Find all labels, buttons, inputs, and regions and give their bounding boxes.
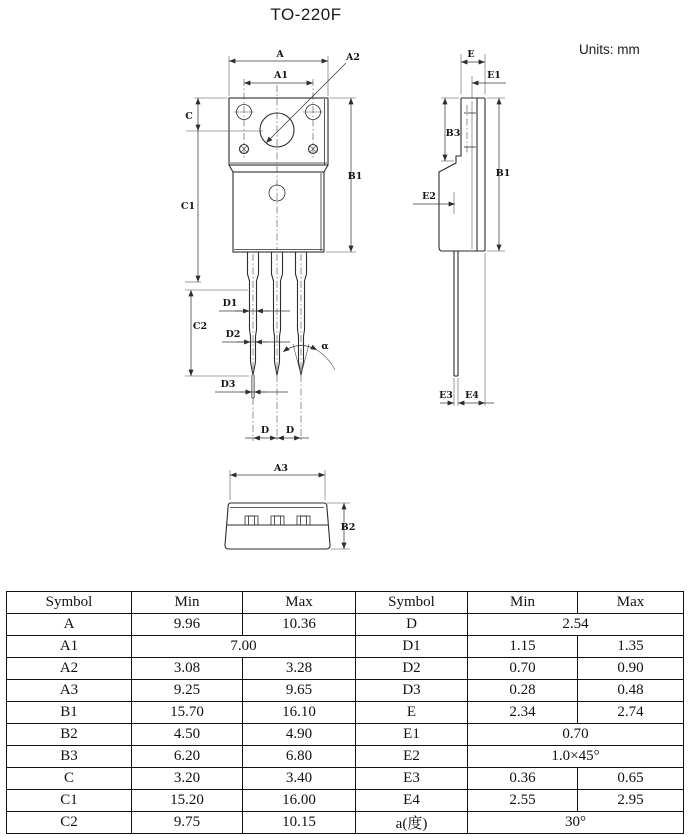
table-row (7, 636, 684, 658)
cell-symbol: E1 (356, 724, 468, 746)
dim-label-d-right: D (285, 425, 295, 436)
cell-symbol: E (356, 702, 468, 724)
cell-max: 3.40 (243, 768, 356, 790)
cell-max: 4.90 (243, 724, 356, 746)
cell-symbol: B3 (7, 746, 132, 768)
cell-max: 10.36 (243, 614, 356, 636)
pins (248, 252, 307, 441)
table-header-row (7, 592, 684, 614)
cell-min: 9.96 (132, 614, 243, 636)
cell-min: 9.25 (132, 680, 243, 702)
dim-label-b2: B2 (340, 522, 356, 533)
cell-max: 0.90 (578, 658, 684, 680)
header-min-right: Min (468, 592, 578, 614)
cell-min: 0.36 (468, 768, 578, 790)
table-row (7, 746, 684, 768)
units-label: Units: mm (579, 42, 640, 57)
dim-label-b1-side: B1 (495, 168, 511, 179)
dim-label-d1: D1 (222, 298, 238, 309)
cell-max: 16.00 (243, 790, 356, 812)
table-row (7, 812, 684, 834)
front-view (181, 49, 362, 441)
cell-symbol: E2 (356, 746, 468, 768)
cell-min: 2.34 (468, 702, 578, 724)
cell-symbol: D (356, 614, 468, 636)
table-row (7, 790, 684, 812)
dim-label-c1: C1 (180, 201, 196, 212)
bottom-view (225, 463, 355, 549)
cell-max: 10.15 (243, 812, 356, 834)
table-row (7, 614, 684, 636)
dim-label-a2: A2 (346, 52, 360, 63)
cell-min: 3.08 (132, 658, 243, 680)
dim-label-alpha: α (321, 341, 329, 352)
dim-label-b3: B3 (445, 128, 461, 139)
cell-symbol: A2 (7, 658, 132, 680)
table-row (7, 724, 684, 746)
cell-symbol: A (7, 614, 132, 636)
cell-min: 15.20 (132, 790, 243, 812)
cell-symbol: C1 (7, 790, 132, 812)
cell-max: 0.48 (578, 680, 684, 702)
side-view (413, 49, 510, 406)
cell-min: 0.70 (468, 658, 578, 680)
cell-min: 1.15 (468, 636, 578, 658)
header-max-left: Max (243, 592, 356, 614)
cell-min: 2.55 (468, 790, 578, 812)
table-row (7, 658, 684, 680)
table-row (7, 702, 684, 724)
dim-label-d3: D3 (220, 379, 236, 390)
header-symbol-right: Symbol (356, 592, 468, 614)
cell-symbol: E4 (356, 790, 468, 812)
dim-label-d-left: D (260, 425, 270, 436)
table-row (7, 680, 684, 702)
cell-symbol: A1 (7, 636, 132, 658)
pin-sections (245, 516, 310, 525)
cell-symbol: a(度) (356, 812, 468, 834)
dim-label-a1: A1 (274, 70, 288, 81)
dim-label-b1-front: B1 (347, 171, 363, 182)
cell-max: 9.65 (243, 680, 356, 702)
cell-min: 9.75 (132, 812, 243, 834)
cell-symbol: C2 (7, 812, 132, 834)
cell-symbol: D2 (356, 658, 468, 680)
cell-max: 2.95 (578, 790, 684, 812)
header-max-right: Max (578, 592, 684, 614)
dimensions-table (6, 591, 684, 834)
cell-merged-value: 1.0×45° (468, 746, 684, 768)
cell-symbol: A3 (7, 680, 132, 702)
cell-max: 1.35 (578, 636, 684, 658)
cell-max: 2.74 (578, 702, 684, 724)
header-min-left: Min (132, 592, 243, 614)
cell-merged-value: 30° (468, 812, 684, 834)
dim-label-c2: C2 (192, 321, 208, 332)
rivet-marks (240, 145, 318, 154)
cell-symbol: B1 (7, 702, 132, 724)
cell-symbol: D1 (356, 636, 468, 658)
header-symbol-left: Symbol (7, 592, 132, 614)
cell-merged-value: 0.70 (468, 724, 684, 746)
cell-max: 6.80 (243, 746, 356, 768)
cell-merged-value: 2.54 (468, 614, 684, 636)
dim-label-a: A (276, 49, 284, 60)
dim-label-e: E (467, 49, 475, 60)
cell-min: 0.28 (468, 680, 578, 702)
dim-label-e1: E1 (487, 70, 501, 81)
page-title: TO-220F (270, 5, 342, 24)
cell-symbol: D3 (356, 680, 468, 702)
cell-min: 3.20 (132, 768, 243, 790)
cell-symbol: C (7, 768, 132, 790)
cell-symbol: E3 (356, 768, 468, 790)
cell-max: 0.65 (578, 768, 684, 790)
cell-min: 15.70 (132, 702, 243, 724)
dim-label-c: C (185, 111, 193, 122)
dim-label-e2: E2 (422, 191, 436, 202)
cell-max: 16.10 (243, 702, 356, 724)
dim-label-e3: E3 (439, 390, 453, 401)
dim-label-e4: E4 (465, 390, 479, 401)
cell-min: 4.50 (132, 724, 243, 746)
cell-min: 6.20 (132, 746, 243, 768)
cell-merged-value: 7.00 (132, 636, 356, 658)
cell-max: 3.28 (243, 658, 356, 680)
dim-label-a3: A3 (274, 463, 288, 474)
table-row (7, 768, 684, 790)
cell-symbol: B2 (7, 724, 132, 746)
dim-label-d2: D2 (225, 329, 241, 340)
